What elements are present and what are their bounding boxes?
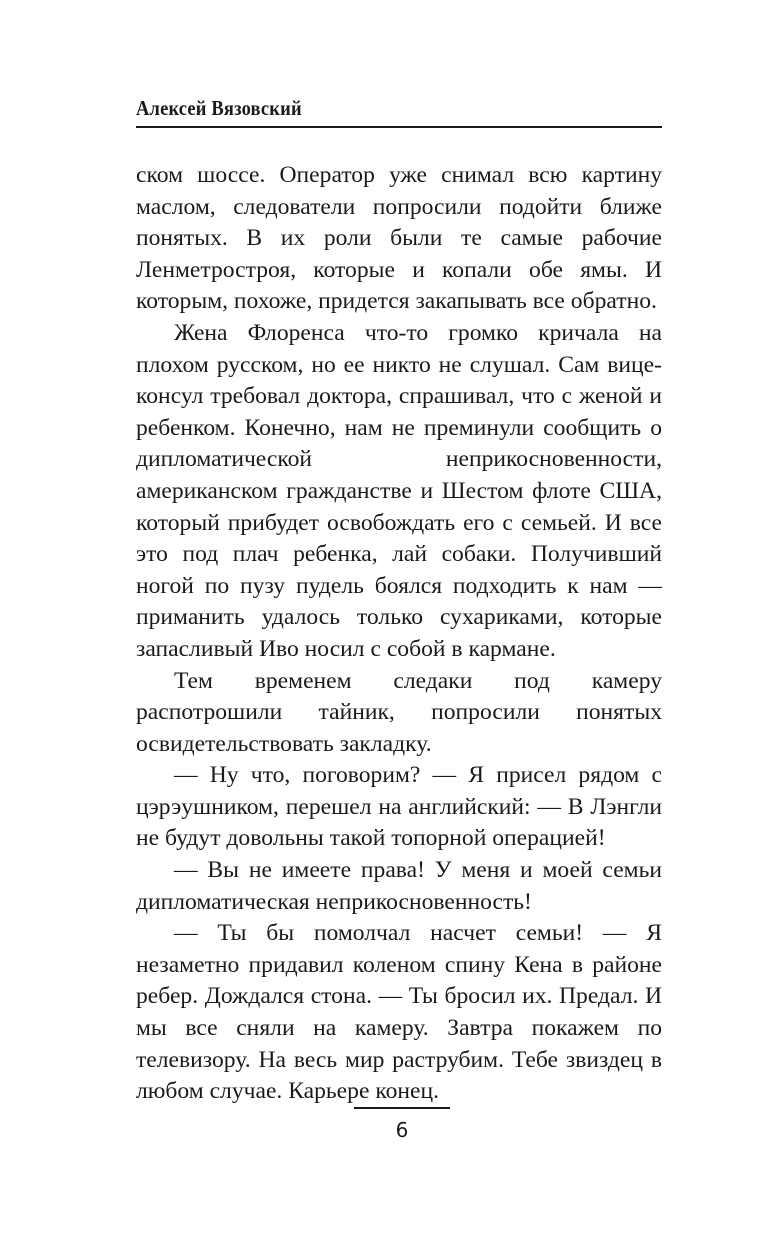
page-number: 6 <box>395 1118 409 1142</box>
footer-divider <box>354 1107 450 1109</box>
paragraph-2: Жена Флоренса что-то громко кричала на плохом русском, но ее никто не слушал. Сам вице-консул требовал доктора, спрашивал, что с женой и ребенком. Конечно, нам не преминули сообщить о дипломатической неприкосновенности, американском гражданстве и Шестом флоте США, который прибудет освобождать его с семьей. И все это под плач ребенка, лай собаки. Получивший ногой по пузу пудель боялся подходить к нам — приманить удалось только сухариками, которые запасливый Иво носил с собой в кармане. <box>136 319 662 662</box>
header-divider <box>136 126 662 128</box>
running-head-author: Алексей Вязовский <box>136 96 302 120</box>
paragraph-5-dialogue: — Вы не имеете права! У меня и моей семьи дипломатическая неприкосновенность! <box>136 857 662 915</box>
main-text <box>136 160 662 1108</box>
paragraph-3: Тем временем следаки под камеру распотрошили тайник, попросили понятых освидетельствовать закладку. <box>136 667 662 757</box>
paragraph-6-dialogue: — Ты бы помолчал насчет семьи! — Я незаметно придавил коленом спину Кена в районе ребер. Дождался стона. — Ты бросил их. Предал. И мы все сняли на камеру. Завтра покажем по телевизору. На весь мир раструбим. Тебе звиздец в любом случае. Карьере конец. <box>136 920 662 1105</box>
paragraph-1: ском шоссе. Оператор уже снимал всю картину маслом, следователи попросили подойти ближе понятых. В их роли были те самые рабочие Ленметростроя, которые и копали обе ямы. И которым, похоже, придется закапывать все обратно. <box>136 162 662 315</box>
paragraph-4-dialogue: — Ну что, поговорим? — Я присел рядом с цэрэушником, перешел на английский: — В Лэнгли не будут довольны такой топорной операцией! <box>136 762 662 852</box>
